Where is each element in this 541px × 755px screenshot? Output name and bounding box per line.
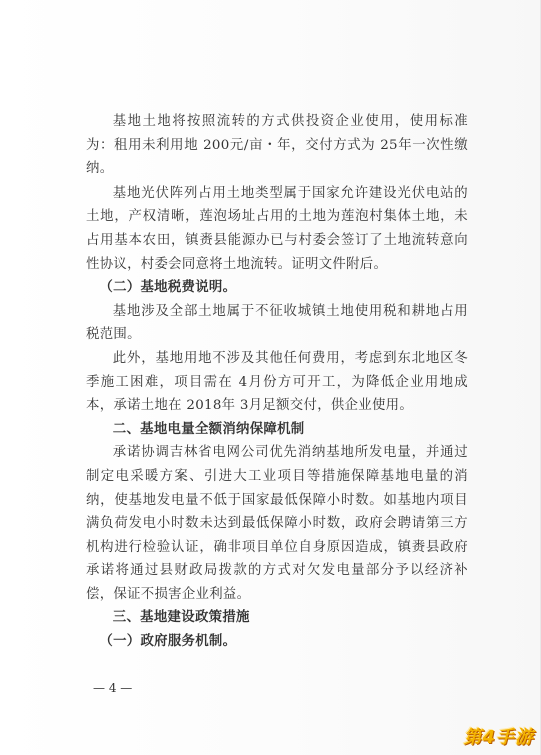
subheading-government-service: （一）政府服务机制。 <box>99 634 237 650</box>
page-number: — 4 — <box>93 681 133 695</box>
paragraph-other-fees: 此外，基地用地不涉及其他任何费用，考虑到东北地区冬季施工困难，项目需在 4月份方可开工，为降低企业用地成本，承诺土地在 2018年 3月足额交付，供企业使用。 <box>86 350 468 414</box>
section-heading-power-consumption: 二、基地电量全额消纳保障机制 <box>112 421 305 437</box>
document-body <box>86 110 468 654</box>
paragraph-grid-commitment: 承诺协调吉林省电网公司优先消纳基地所发电量，并通过制定电采暖方案、引进大工业项目等措施保障基地电量的消纳，使基地发电量不低于国家最低保障小时数。如基地内项目满负荷发电小时数未达到最低保障小时数，政府会聘请第三方机构进行检验认证，确非项目单位自身原因造成，镇赉县政府承诺将通过县财政局拨款的方式对欠发电量部分予以经济补偿，保证不损害企业利益。 <box>86 445 468 602</box>
paragraph-land-type: 基地光伏阵列占用土地类型属于国家允许建设光伏电站的土地，产权清晰，莲泡场址占用的土地为莲泡村集体土地，未占用基本农田，镇赉县能源办已与村委会签订了土地流转意向性协议，村委会同意将土地流转。证明文件附后。 <box>86 185 468 272</box>
paragraph-tax-scope: 基地涉及全部土地属于不征收城镇土地使用税和耕地占用税范围。 <box>86 303 468 343</box>
section-heading-policy-measures: 三、基地建设政策措施 <box>112 610 250 626</box>
site-watermark-logo: 第4手游 <box>463 727 534 748</box>
subheading-tax-fees: （二）基地税费说明。 <box>99 280 237 296</box>
paragraph-land-lease: 基地土地将按照流转的方式供投资企业使用，使用标准为：租用未利用地 200元/亩・年，交付方式为 25年一次性缴纳。 <box>86 114 468 177</box>
